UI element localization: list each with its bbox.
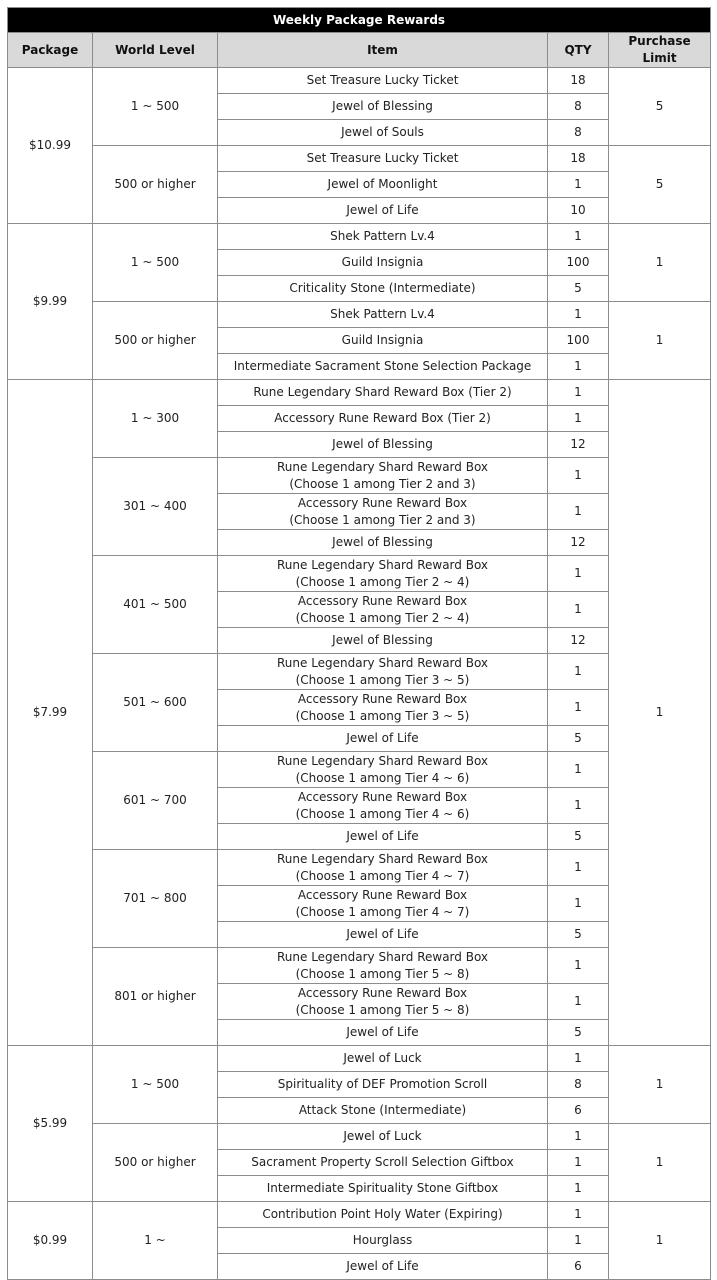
item-name-cell	[218, 628, 548, 654]
world-level: 401 ~ 500	[93, 556, 218, 654]
item-name-cell	[218, 726, 548, 752]
item-name-cell	[218, 1020, 548, 1046]
world-level: 500 or higher	[93, 1124, 218, 1202]
package-price: $7.99	[8, 380, 93, 1046]
table-row	[8, 948, 711, 984]
item-name: Shek Pattern Lv.4	[330, 307, 435, 321]
item-name-cell	[218, 788, 548, 824]
item-name: Accessory Rune Reward Box	[297, 985, 468, 1000]
item-name-detail: (Choose 1 among Tier 5 ~ 8)	[295, 1002, 470, 1017]
header-item: Item	[218, 33, 548, 68]
item-qty: 12	[548, 530, 609, 556]
item-name: Rune Legendary Shard Reward Box	[276, 753, 489, 768]
item-name: Contribution Point Holy Water (Expiring)	[262, 1207, 503, 1221]
title-row	[8, 8, 711, 33]
item-qty: 8	[548, 120, 609, 146]
item-name-cell	[218, 302, 548, 328]
world-level: 1 ~ 500	[93, 1046, 218, 1124]
item-name-detail: (Choose 1 among Tier 4 ~ 6)	[295, 806, 470, 821]
item-qty: 8	[548, 1072, 609, 1098]
item-qty: 1	[548, 354, 609, 380]
item-name-cell	[218, 250, 548, 276]
item-name-cell	[218, 172, 548, 198]
item-name-cell	[218, 406, 548, 432]
item-qty: 1	[548, 984, 609, 1020]
item-name-cell	[218, 120, 548, 146]
item-name: Jewel of Moonlight	[327, 177, 438, 191]
package-price: $5.99	[8, 1046, 93, 1202]
table-title: Weekly Package Rewards	[8, 8, 711, 33]
item-name-cell	[218, 1072, 548, 1098]
item-name-cell	[218, 224, 548, 250]
item-name: Criticality Stone (Intermediate)	[289, 281, 476, 295]
header-qty: QTY	[548, 33, 609, 68]
item-qty: 1	[548, 224, 609, 250]
item-name-detail: (Choose 1 among Tier 4 ~ 7)	[295, 868, 470, 883]
rewards-table-body	[8, 68, 711, 1280]
item-name: Accessory Rune Reward Box	[297, 495, 468, 510]
item-name-detail: (Choose 1 among Tier 4 ~ 7)	[295, 904, 470, 919]
item-name: Rune Legendary Shard Reward Box	[276, 557, 489, 572]
world-level: 1 ~ 500	[93, 68, 218, 146]
table-row	[8, 1046, 711, 1072]
header-package: Package	[8, 33, 93, 68]
item-name: Set Treasure Lucky Ticket	[306, 73, 459, 87]
item-name: Attack Stone (Intermediate)	[298, 1103, 467, 1117]
item-name-detail: (Choose 1 among Tier 2 ~ 4)	[295, 574, 470, 589]
item-name-cell	[218, 1202, 548, 1228]
item-qty: 18	[548, 146, 609, 172]
item-name: Rune Legendary Shard Reward Box (Tier 2)	[253, 385, 512, 399]
item-name: Jewel of Blessing	[332, 535, 433, 549]
item-name-cell	[218, 68, 548, 94]
item-name: Jewel of Blessing	[332, 99, 433, 113]
item-name-cell	[218, 1046, 548, 1072]
item-name: Guild Insignia	[341, 333, 424, 347]
item-name: Accessory Rune Reward Box (Tier 2)	[274, 411, 491, 425]
item-name: Jewel of Souls	[341, 125, 424, 139]
item-name: Jewel of Blessing	[332, 633, 433, 647]
item-name-cell	[218, 530, 548, 556]
item-qty: 12	[548, 432, 609, 458]
item-name: Rune Legendary Shard Reward Box	[276, 851, 489, 866]
world-level: 501 ~ 600	[93, 654, 218, 752]
package-price: $10.99	[8, 68, 93, 224]
item-qty: 100	[548, 328, 609, 354]
item-name: Accessory Rune Reward Box	[297, 789, 468, 804]
item-qty: 5	[548, 922, 609, 948]
purchase-limit: 1	[609, 224, 711, 302]
header-row	[8, 33, 711, 68]
item-name-cell	[218, 654, 548, 690]
item-name-detail: (Choose 1 among Tier 2 ~ 4)	[295, 610, 470, 625]
purchase-limit: 5	[609, 146, 711, 224]
item-name: Accessory Rune Reward Box	[297, 887, 468, 902]
table-row	[8, 68, 711, 94]
item-name-cell	[218, 1150, 548, 1176]
item-name-detail: (Choose 1 among Tier 3 ~ 5)	[295, 708, 470, 723]
weekly-package-rewards-table	[7, 7, 711, 1280]
item-name-cell	[218, 752, 548, 788]
table-row	[8, 458, 711, 494]
item-name-detail: (Choose 1 among Tier 5 ~ 8)	[295, 966, 470, 981]
table-row	[8, 1202, 711, 1228]
item-name-cell	[218, 690, 548, 726]
item-name-cell	[218, 1124, 548, 1150]
item-qty: 18	[548, 68, 609, 94]
table-row	[8, 224, 711, 250]
item-name-cell	[218, 1098, 548, 1124]
item-name: Jewel of Life	[346, 203, 419, 217]
purchase-limit: 1	[609, 1124, 711, 1202]
world-level: 500 or higher	[93, 146, 218, 224]
item-name: Guild Insignia	[341, 255, 424, 269]
item-name-cell	[218, 276, 548, 302]
item-qty: 1	[548, 850, 609, 886]
item-name: Jewel of Life	[346, 829, 419, 843]
item-name: Jewel of Blessing	[332, 437, 433, 451]
item-name-detail: (Choose 1 among Tier 4 ~ 6)	[295, 770, 470, 785]
item-qty: 12	[548, 628, 609, 654]
item-qty: 1	[548, 380, 609, 406]
item-name-cell	[218, 922, 548, 948]
item-qty: 1	[548, 1124, 609, 1150]
item-name-cell	[218, 824, 548, 850]
item-name: Shek Pattern Lv.4	[330, 229, 435, 243]
item-name-cell	[218, 198, 548, 224]
table-row	[8, 850, 711, 886]
item-qty: 1	[548, 556, 609, 592]
item-name-cell	[218, 494, 548, 530]
item-qty: 1	[548, 654, 609, 690]
item-qty: 5	[548, 276, 609, 302]
world-level: 701 ~ 800	[93, 850, 218, 948]
item-qty: 1	[548, 1202, 609, 1228]
package-price: $9.99	[8, 224, 93, 380]
item-name: Rune Legendary Shard Reward Box	[276, 949, 489, 964]
item-qty: 1	[548, 406, 609, 432]
purchase-limit: 1	[609, 302, 711, 380]
item-name-cell	[218, 1228, 548, 1254]
purchase-limit: 5	[609, 68, 711, 146]
item-qty: 1	[548, 690, 609, 726]
table-row	[8, 380, 711, 406]
item-name: Rune Legendary Shard Reward Box	[276, 655, 489, 670]
item-qty: 1	[548, 1176, 609, 1202]
item-name-cell	[218, 458, 548, 494]
item-qty: 8	[548, 94, 609, 120]
item-qty: 6	[548, 1254, 609, 1280]
table-row	[8, 654, 711, 690]
table-row	[8, 556, 711, 592]
item-name: Jewel of Life	[346, 1259, 419, 1273]
item-qty: 1	[548, 1228, 609, 1254]
item-qty: 10	[548, 198, 609, 224]
item-qty: 1	[548, 172, 609, 198]
item-name-cell	[218, 328, 548, 354]
item-qty: 1	[548, 1150, 609, 1176]
item-name: Jewel of Life	[346, 927, 419, 941]
item-name: Hourglass	[352, 1233, 413, 1247]
item-name: Sacrament Property Scroll Selection Giftbox	[251, 1155, 514, 1169]
item-name-cell	[218, 146, 548, 172]
item-name-cell	[218, 1176, 548, 1202]
item-name-cell	[218, 592, 548, 628]
item-name-cell	[218, 380, 548, 406]
item-name-cell	[218, 984, 548, 1020]
world-level: 601 ~ 700	[93, 752, 218, 850]
item-qty: 1	[548, 458, 609, 494]
item-name-cell	[218, 1254, 548, 1280]
item-name-cell	[218, 354, 548, 380]
item-qty: 1	[548, 302, 609, 328]
item-name-cell	[218, 432, 548, 458]
world-level: 1 ~ 300	[93, 380, 218, 458]
world-level: 1 ~ 500	[93, 224, 218, 302]
item-name: Set Treasure Lucky Ticket	[306, 151, 459, 165]
item-qty: 1	[548, 1046, 609, 1072]
world-level: 801 or higher	[93, 948, 218, 1046]
purchase-limit: 1	[609, 1046, 711, 1124]
item-name-cell	[218, 850, 548, 886]
world-level: 500 or higher	[93, 302, 218, 380]
item-qty: 1	[548, 886, 609, 922]
item-qty: 6	[548, 1098, 609, 1124]
purchase-limit: 1	[609, 1202, 711, 1280]
world-level: 1 ~	[93, 1202, 218, 1280]
item-qty: 1	[548, 788, 609, 824]
header-purchase-limit: Purchase Limit	[609, 33, 711, 68]
item-name-cell	[218, 886, 548, 922]
item-name: Intermediate Spirituality Stone Giftbox	[266, 1181, 499, 1195]
item-qty: 5	[548, 824, 609, 850]
item-qty: 1	[548, 948, 609, 984]
item-name: Accessory Rune Reward Box	[297, 691, 468, 706]
table-row	[8, 752, 711, 788]
table-row	[8, 146, 711, 172]
item-name: Rune Legendary Shard Reward Box	[276, 459, 489, 474]
item-name: Jewel of Luck	[343, 1051, 422, 1065]
item-name: Jewel of Life	[346, 1025, 419, 1039]
item-qty: 5	[548, 1020, 609, 1046]
item-name: Spirituality of DEF Promotion Scroll	[277, 1077, 488, 1091]
item-name-cell	[218, 556, 548, 592]
item-name: Jewel of Luck	[343, 1129, 422, 1143]
package-price: $0.99	[8, 1202, 93, 1280]
item-name: Accessory Rune Reward Box	[297, 593, 468, 608]
item-name-cell	[218, 94, 548, 120]
item-qty: 5	[548, 726, 609, 752]
table-row	[8, 1124, 711, 1150]
item-qty: 1	[548, 752, 609, 788]
item-qty: 1	[548, 592, 609, 628]
item-name-detail: (Choose 1 among Tier 2 and 3)	[289, 512, 476, 527]
item-qty: 100	[548, 250, 609, 276]
item-qty: 1	[548, 494, 609, 530]
item-name: Jewel of Life	[346, 731, 419, 745]
header-world-level: World Level	[93, 33, 218, 68]
item-name-detail: (Choose 1 among Tier 3 ~ 5)	[295, 672, 470, 687]
world-level: 301 ~ 400	[93, 458, 218, 556]
item-name: Intermediate Sacrament Stone Selection Package	[233, 359, 532, 373]
item-name-cell	[218, 948, 548, 984]
rewards-table-wrapper	[7, 7, 711, 1280]
item-name-detail: (Choose 1 among Tier 2 and 3)	[289, 476, 476, 491]
table-row	[8, 302, 711, 328]
purchase-limit: 1	[609, 380, 711, 1046]
